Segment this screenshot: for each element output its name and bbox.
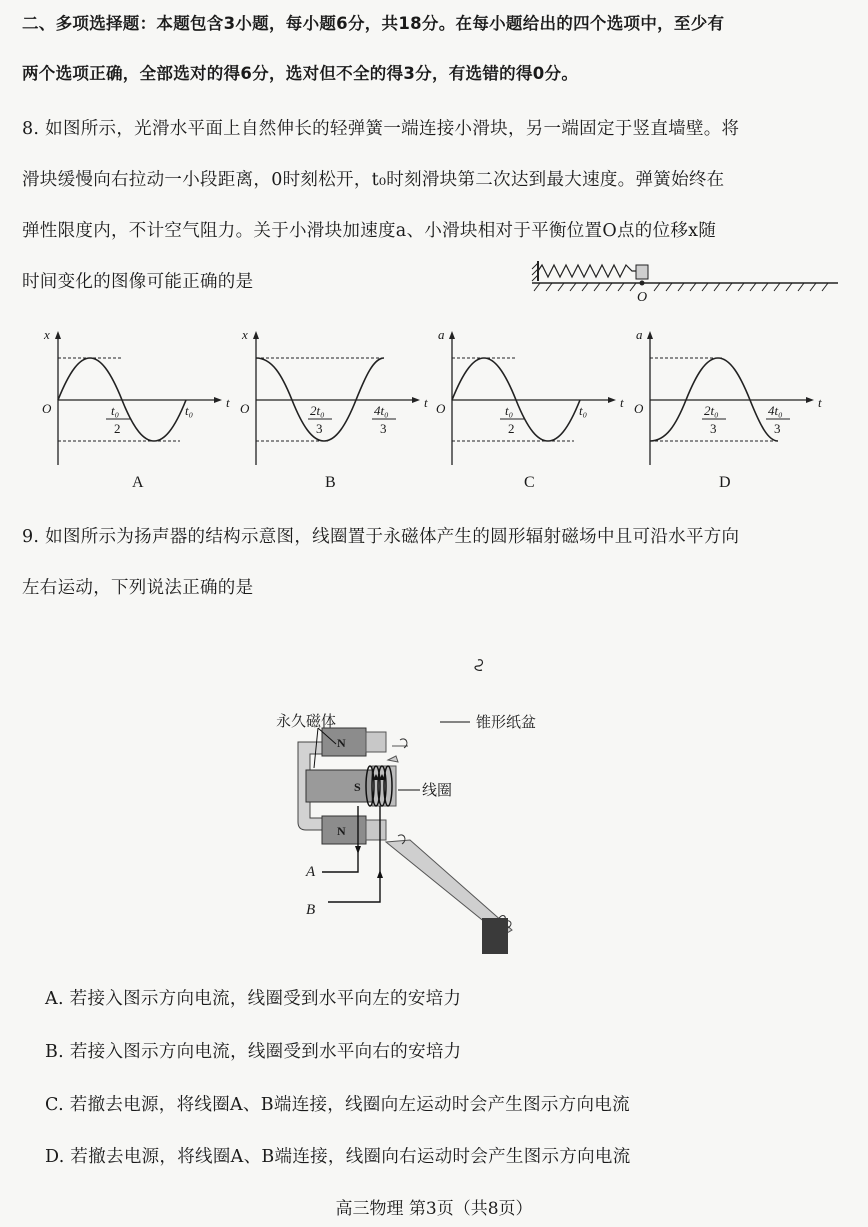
q9-option-d: D. 若撤去电源，将线圈A、B端连接，线圈向右运动时会产生图示方向电流	[45, 1147, 631, 1167]
graph-d	[622, 325, 822, 505]
graph-c-tick1: t₀	[505, 403, 514, 418]
graph-d-option: D	[719, 474, 731, 491]
graph-a-tick1: t₀	[111, 403, 120, 418]
graph-b-option: B	[325, 474, 336, 491]
label-terminal-b: B	[306, 902, 316, 918]
graph-a	[30, 325, 230, 505]
q8-stem-line3: 弹性限度内，不计空气阻力。关于小滑块加速度a、小滑块相对于平衡位置O点的位移x随	[22, 221, 717, 241]
graph-b-tick1: 2t₀	[310, 403, 325, 418]
q9-stem-line1: 9. 如图所示为扬声器的结构示意图，线圈置于永磁体产生的圆形辐射磁场中且可沿水平方向	[22, 527, 740, 547]
graph-b-tick2-den: 3	[380, 421, 387, 436]
graph-c	[424, 325, 624, 505]
graph-d-tick1: 2t₀	[704, 403, 719, 418]
label-terminal-a: A	[306, 864, 316, 880]
graph-c-origin: O	[436, 401, 446, 416]
graph-a-tick1-den: 2	[114, 421, 121, 436]
label-permanent-magnet: 永久磁体	[276, 714, 337, 730]
graph-c-xaxis: t	[620, 395, 624, 410]
speaker-figure	[270, 650, 570, 960]
q9-option-a: A. 若接入图示方向电流，线圈受到水平向左的安培力	[45, 989, 462, 1009]
q8-stem-line1: 8. 如图所示，光滑水平面上自然伸长的轻弹簧一端连接小滑块，另一端固定于竖直墙壁。将	[22, 119, 740, 139]
label-s: S	[354, 780, 361, 794]
label-n-top: N	[337, 736, 346, 750]
graph-b-origin: O	[240, 401, 250, 416]
graph-c-yaxis: a	[438, 327, 445, 342]
label-cone: 锥形纸盆	[476, 715, 537, 731]
graph-c-tick1-den: 2	[508, 421, 515, 436]
section-header-line1: 二、多项选择题：本题包含3小题，每小题6分，共18分。在每小题给出的四个选项中，至少有	[22, 14, 725, 33]
graph-a-origin: O	[42, 401, 52, 416]
graph-a-xaxis: t	[226, 395, 230, 410]
graph-b-tick2: 4t₀	[374, 403, 389, 418]
graph-a-yaxis: x	[44, 327, 50, 342]
q9-option-c: C. 若撤去电源，将线圈A、B端连接，线圈向左运动时会产生图示方向电流	[45, 1095, 630, 1115]
q9-stem-line2: 左右运动，下列说法正确的是	[22, 578, 254, 598]
graph-b-tick1-den: 3	[316, 421, 323, 436]
graph-b-yaxis: x	[242, 327, 248, 342]
graph-d-tick1-den: 3	[710, 421, 717, 436]
spring-block-figure	[528, 255, 848, 305]
page-footer: 高三物理 第3页（共8页）	[335, 1199, 533, 1219]
graph-c-tick2: t₀	[579, 403, 588, 418]
q8-stem-line2: 滑块缓慢向右拉动一小段距离，0时刻松开，t₀时刻滑块第二次达到最大速度。弹簧始终在	[22, 170, 725, 190]
q9-option-b: B. 若接入图示方向电流，线圈受到水平向右的安培力	[45, 1042, 462, 1062]
graph-b	[228, 325, 428, 505]
graph-c-option: C	[524, 474, 535, 491]
label-n-bottom: N	[337, 824, 346, 838]
label-coil: 线圈	[422, 783, 453, 799]
graph-d-tick2: 4t₀	[768, 403, 783, 418]
graph-d-xaxis: t	[818, 395, 822, 410]
section-header-line2: 两个选项正确，全部选对的得6分，选对但不全的得3分，有选错的得0分。	[22, 64, 579, 83]
graph-a-tick2: t₀	[185, 403, 194, 418]
graph-d-tick2-den: 3	[774, 421, 781, 436]
q8-stem-line4: 时间变化的图像可能正确的是	[22, 272, 254, 292]
point-o-label: O	[637, 290, 648, 305]
graph-d-yaxis: a	[636, 327, 643, 342]
graph-b-xaxis: t	[424, 395, 428, 410]
graph-a-option: A	[132, 474, 144, 491]
graph-d-origin: O	[634, 401, 644, 416]
